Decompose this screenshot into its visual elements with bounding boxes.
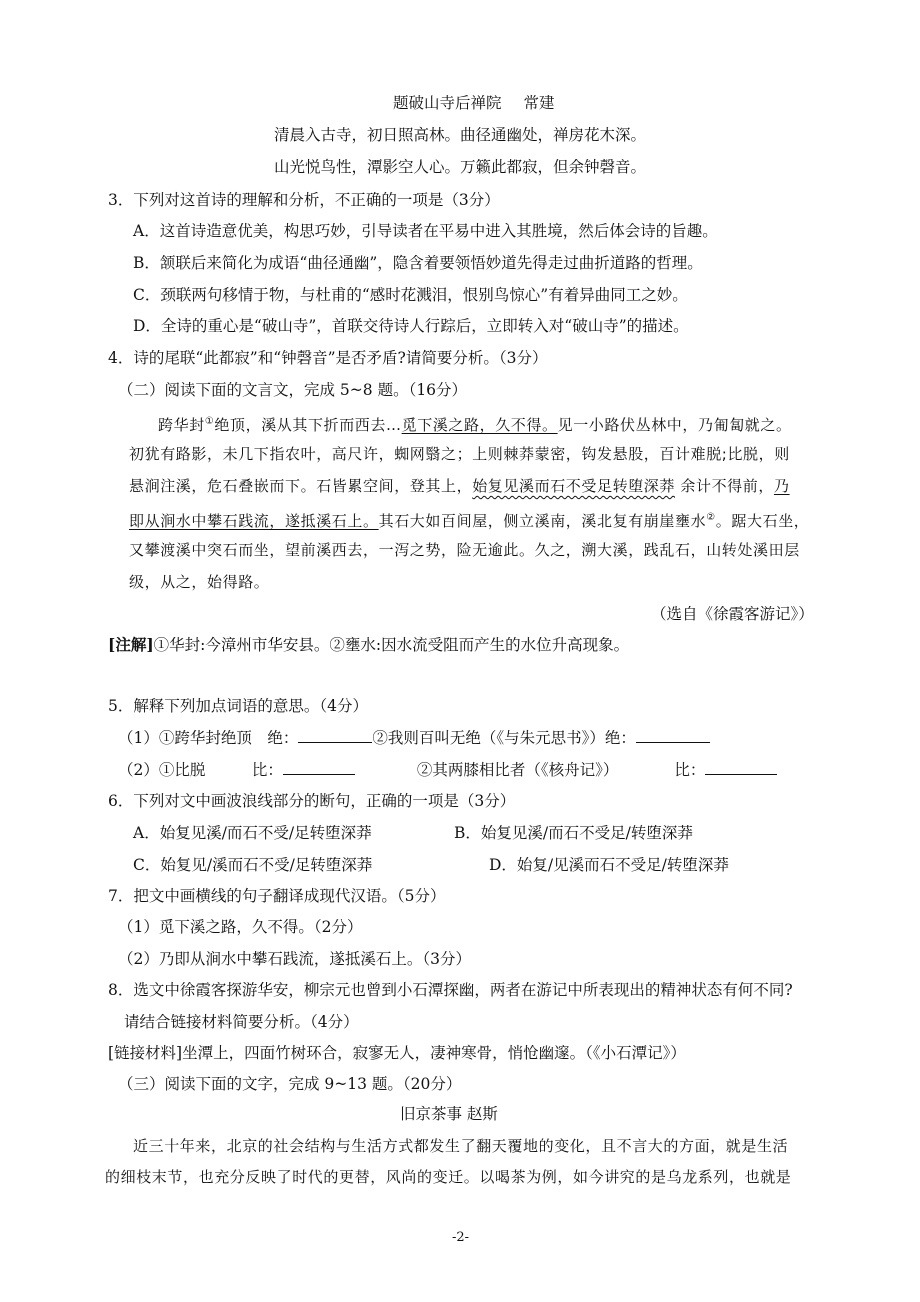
passage-line-2: 初犹有路影，未几下指农叶，高尺许，蜘网翳之；上则棘莽蒙密，钩发悬股，百计难脱;比脱，则 xyxy=(129,445,790,463)
answer-blank[interactable] xyxy=(636,728,710,743)
underlined-sentence-2: 即从涧水中攀石践流，遂抵溪石上。 xyxy=(129,512,379,530)
passage-line-6: 级，从之，始得路。 xyxy=(129,573,270,591)
page-number: -2- xyxy=(452,1230,470,1245)
passage-source: （选自《徐霞客游记》） xyxy=(651,605,814,623)
passage-line-1: 跨华封①绝顶，溪从其下折而西去…觅下溪之路，久不得。见一小路伏丛林中，乃匍匐就之。 xyxy=(158,416,792,434)
section-2-heading: （二）阅读下面的文言文，完成 5~8 题。（16分） xyxy=(118,381,468,399)
question-6-option-a: A．始复见溪/而石不受/足转堕深莽 xyxy=(133,824,372,842)
question-3-option-d: D．全诗的重心是“破山寺”，首联交待诗人行踪后，立即转入对“破山寺”的描述。 xyxy=(133,317,689,335)
question-3-option-b: B．颔联后来简化为成语“曲径通幽”，隐含着要领悟妙道先得走过曲折道路的哲理。 xyxy=(133,254,703,272)
question-4-stem: 4．诗的尾联“此都寂”和“钟磬音”是否矛盾?请简要分析。（3分） xyxy=(108,349,548,367)
answer-blank[interactable] xyxy=(283,760,355,775)
linked-material: [链接材料]坐潭上，四面竹树环合，寂寥无人，凄神寒骨，悄怆幽邃。（《小石潭记》） xyxy=(108,1044,686,1062)
article-title: 旧京茶事 赵斯 xyxy=(400,1105,498,1123)
passage-notes: [注解]①华封:今漳州市华安县。②壅水:因水流受阻而产生的水位升高现象。 xyxy=(108,635,630,654)
question-5-row-1: （1）①跨华封绝顶 绝： ②我则百叫无绝（《与朱元思书》）绝： xyxy=(118,728,710,748)
question-3-option-c: C．颈联两句移情于物，与杜甫的“感时花溅泪，恨别鸟惊心”有着异曲同工之妙。 xyxy=(133,286,688,304)
question-5-row-2: （2）①比脱 比： ②其两膝相比者（《核舟记》） 比： xyxy=(118,760,777,780)
section-3-heading: （三）阅读下面的文字，完成 9~13 题。（20分） xyxy=(118,1075,462,1093)
passage-line-5: 又攀渡溪中突石而坐，望前溪西去，一泻之势，险无逾此。久之，溯大溪，践乱石，山转处溪田层 xyxy=(129,541,800,559)
notes-label: [注解] xyxy=(108,635,154,654)
question-7-stem: 7．把文中画横线的句子翻译成现代汉语。（5分） xyxy=(108,887,446,905)
poem-title-line xyxy=(393,93,555,113)
question-8-stem-line-2: 请结合链接材料简要分析。（4分） xyxy=(124,1013,359,1031)
underlined-sentence-1: 觅下溪之路，久不得。 xyxy=(401,416,558,434)
question-3-stem: 3．下列对这首诗的理解和分析，不正确的一项是（3分） xyxy=(108,191,500,209)
article-line-1: 近三十年来，北京的社会结构与生活方式都发生了翻天覆地的变化，且不言大的方面，就是生活 xyxy=(133,1137,789,1155)
question-6-option-d: D．始复/见溪而石不受足/转堕深莽 xyxy=(489,856,729,874)
poem-line-1: 清晨入古寺，初日照高林。曲径通幽处，禅房花木深。 xyxy=(274,126,647,144)
passage-line-4: 即从涧水中攀石践流，遂抵溪石上。其石大如百间屋，侧立溪南，溪北复有崩崖壅水②。踞大石坐， xyxy=(129,512,810,530)
wavy-underlined-phrase: 始复见溪而石不受足转堕深莽 xyxy=(472,477,676,495)
answer-blank[interactable] xyxy=(298,728,372,743)
question-3-option-a: A．这首诗造意优美，构思巧妙，引导读者在平易中进入其胜境，然后体会诗的旨趣。 xyxy=(133,222,718,240)
question-5-stem: 5．解释下列加点词语的意思。（4分） xyxy=(108,697,368,715)
question-6-stem: 6．下列对文中画波浪线部分的断句，正确的一项是（3分） xyxy=(108,792,516,810)
question-8-stem-line-1: 8．选文中徐霞客探游华安，柳宗元也曾到小石潭探幽，两者在游记中所表现出的精神状态有何不同? xyxy=(108,981,793,999)
question-7-sub-2: （2）乃即从涧水中攀石践流，遂抵溪石上。（3分） xyxy=(118,950,471,968)
passage-line-3: 悬涧注溪，危石叠嵌而下。石皆累空间，登其上，始复见溪而石不受足转堕深莽 余计不得前，乃 xyxy=(129,477,790,495)
poem-title: 题破山寺后禅院 xyxy=(393,94,502,112)
poem-line-2: 山光悦鸟性，潭影空人心。万籁此都寂，但余钟磬音。 xyxy=(274,158,647,176)
article-line-2: 的细枝末节，也充分反映了时代的更替，风尚的变迁。以喝茶为例，如今讲究的是乌龙系列，也就是 xyxy=(105,1168,792,1186)
question-7-sub-1: （1）觅下溪之路，久不得。（2分） xyxy=(118,918,363,936)
answer-blank[interactable] xyxy=(705,760,777,775)
poem-author: 常建 xyxy=(523,94,555,112)
question-6-option-b: B．始复见溪/而石不受足/转堕深莽 xyxy=(454,824,693,842)
question-6-option-c: C．始复见/溪而石不受/足转堕深莽 xyxy=(133,856,373,874)
